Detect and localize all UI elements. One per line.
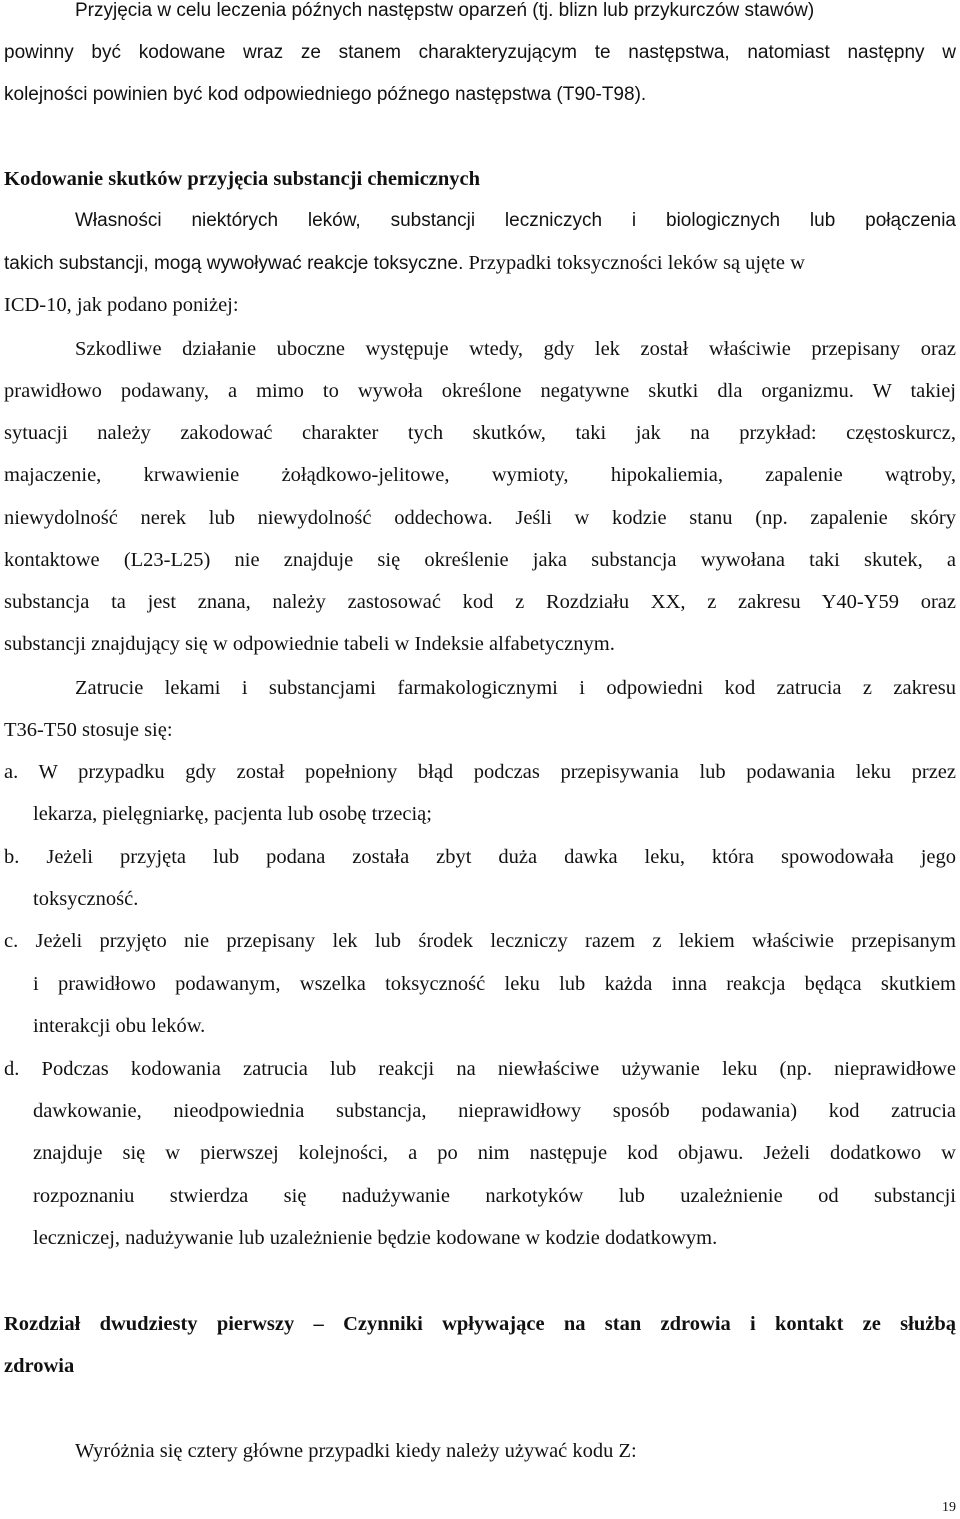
paragraph-properties-line-2 xyxy=(4,250,956,277)
paragraph-side-effects-line-8: substancji znajdujący się w odpowiednie tabeli w Indeksie alfabetycznym. xyxy=(4,633,615,655)
paragraph-side-effects-line-1: Szkodliwe działanie uboczne występuje wtedy, gdy lek został właściwie przepisany oraz xyxy=(75,338,956,360)
section-heading-chemical-substances: Kodowanie skutków przyjęcia substancji chemicznych xyxy=(4,168,481,190)
list-item-c-line-2: i prawidłowo podawanym, wszelka toksyczność leku lub każda inna reakcja będąca skutkiem xyxy=(33,973,956,995)
list-item-b-line-2: toksyczność. xyxy=(33,888,139,910)
paragraph-side-effects-line-3: sytuacji należy zakodować charakter tych skutków, taki jak na przykład: częstoskurcz, xyxy=(4,422,956,444)
paragraph-side-effects-line-5: niewydolność nerek lub niewydolność oddechowa. Jeśli w kodzie stanu (np. zapalenie skóry xyxy=(4,507,956,529)
list-item-a-line-1: a. W przypadku gdy został popełniony błąd podczas przepisywania lub podawania leku przez xyxy=(4,761,956,783)
paragraph-side-effects-line-4: majaczenie, krwawienie żołądkowo-jelitowe, wymioty, hipokaliemia, zapalenie wątroby, xyxy=(4,464,956,486)
list-item-d-line-1: d. Podczas kodowania zatrucia lub reakcji na niewłaściwe używanie leku (np. nieprawidłowe xyxy=(4,1058,956,1080)
list-item-d-line-5: leczniczej, nadużywanie lub uzależnienie będzie kodowane w kodzie dodatkowym. xyxy=(33,1227,718,1249)
list-item-d-line-3: znajduje się w pierwszej kolejności, a po nim następuje kod objawu. Jeżeli dodatkowo w xyxy=(33,1142,956,1164)
paragraph-z-codes-intro: Wyróżnia się cztery główne przypadki kiedy należy używać kodu Z: xyxy=(75,1440,637,1462)
page-number: 19 xyxy=(942,1500,956,1515)
paragraph-burns-line-2: powinny być kodowane wraz ze stanem charakteryzującym te następstwa, natomiast następny w xyxy=(4,42,956,63)
paragraph-properties-line-2-part-1: takich substancji, mogą wywoływać reakcje toksyczne. xyxy=(4,253,464,274)
paragraph-properties-line-2-part-2: Przypadki toksyczności leków są ujęte w xyxy=(463,252,805,274)
paragraph-side-effects-line-7: substancja ta jest znana, należy zastosować kod z Rozdziału XX, z zakresu Y40-Y59 oraz xyxy=(4,591,956,613)
list-item-b-line-1: b. Jeżeli przyjęta lub podana została zbyt duża dawka leku, która spowodowała jego xyxy=(4,846,956,868)
paragraph-poisoning-line-2: T36-T50 stosuje się: xyxy=(4,719,173,741)
paragraph-burns-line-1: Przyjęcia w celu leczenia późnych następstw oparzeń (tj. blizn lub przykurczów stawów) xyxy=(75,0,815,21)
paragraph-poisoning-line-1: Zatrucie lekami i substancjami farmakologicznymi i odpowiedni kod zatrucia z zakresu xyxy=(75,677,956,699)
paragraph-burns-line-3: kolejności powinien być kod odpowiedniego późnego następstwa (T90-T98). xyxy=(4,84,647,105)
chapter-heading-line-1: Rozdział dwudziesty pierwszy – Czynniki wpływające na stan zdrowia i kontakt ze służbą xyxy=(4,1313,956,1335)
list-item-d-line-2: dawkowanie, nieodpowiednia substancja, nieprawidłowy sposób podawania) kod zatrucia xyxy=(33,1100,956,1122)
list-item-c-line-3: interakcji obu leków. xyxy=(33,1015,206,1037)
paragraph-side-effects-line-2: prawidłowo podawany, a mimo to wywoła określone negatywne skutki dla organizmu. W takiej xyxy=(4,380,956,402)
paragraph-properties-line-1: Własności niektórych leków, substancji leczniczych i biologicznych lub połączenia xyxy=(75,210,956,231)
list-item-a-line-2: lekarza, pielęgniarkę, pacjenta lub osobę trzecią; xyxy=(33,803,432,825)
chapter-heading-line-2: zdrowia xyxy=(4,1355,75,1377)
paragraph-side-effects-line-6: kontaktowe (L23-L25) nie znajduje się określenie jaka substancja wywołana taki skutek, a xyxy=(4,549,956,571)
list-item-d-line-4: rozpoznaniu stwierdza się nadużywanie narkotyków lub uzależnienie od substancji xyxy=(33,1185,956,1207)
list-item-c-line-1: c. Jeżeli przyjęto nie przepisany lek lub środek leczniczy razem z lekiem właściwie przepisanym xyxy=(4,930,956,952)
paragraph-properties-line-3: ICD-10, jak podano poniżej: xyxy=(4,294,239,316)
